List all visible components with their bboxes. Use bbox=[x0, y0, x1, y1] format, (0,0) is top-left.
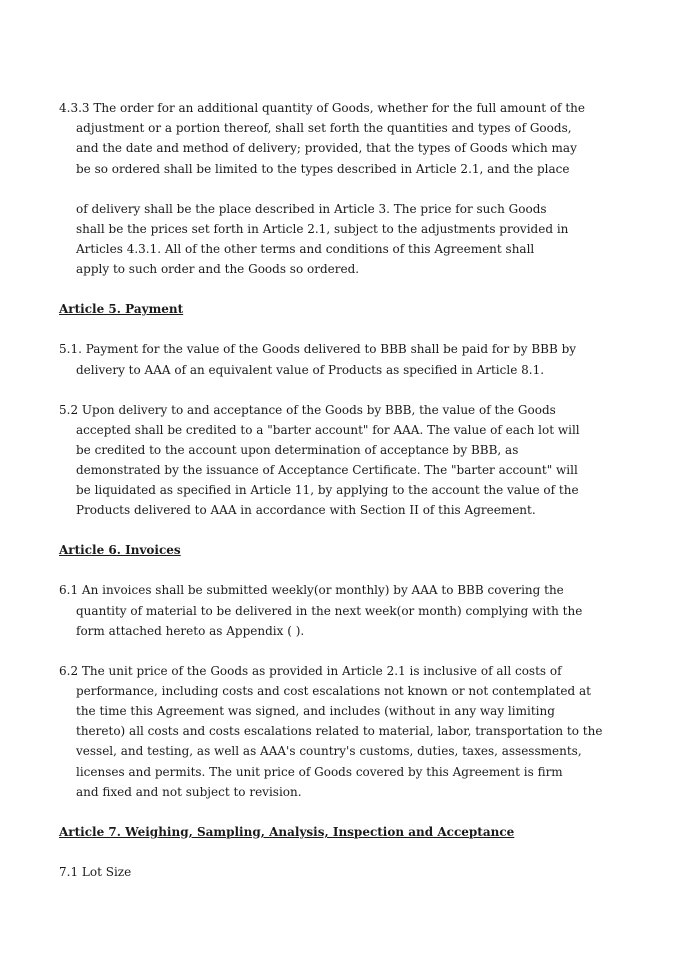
clause-5-2-line: 5.2 Upon delivery to and acceptance of the Goods by BBB, the value of the Goods bbox=[59, 403, 556, 417]
clause-5-2-line: demonstrated by the issuance of Acceptance Certificate. The "barter account" will bbox=[76, 463, 578, 477]
clause-5-2-line: Products delivered to AAA in accordance with Section II of this Agreement. bbox=[76, 503, 536, 517]
clause-6-2-line: licenses and permits. The unit price of Goods covered by this Agreement is firm bbox=[76, 765, 563, 779]
clause-4-3-3-line: be so ordered shall be limited to the types described in Article 2.1, and the place bbox=[76, 162, 570, 176]
clause-5-1-line: delivery to AAA of an equivalent value of Products as specified in Article 8.1. bbox=[76, 363, 545, 377]
clause-6-2-line: performance, including costs and cost escalations not known or not contemplated at bbox=[76, 684, 592, 698]
article-7-heading: Article 7. Weighing, Sampling, Analysis, Inspection and Acceptance bbox=[59, 825, 515, 839]
clause-6-2-line: vessel, and testing, as well as AAA's country's customs, duties, taxes, assessments, bbox=[76, 744, 582, 758]
article-5-heading: Article 5. Payment bbox=[59, 302, 184, 316]
clause-4-3-3-line: 4.3.3 The order for an additional quantity of Goods, whether for the full amount of the bbox=[59, 101, 585, 115]
clause-5-2-line: be liquidated as specified in Article 11, by applying to the account the value of the bbox=[76, 483, 579, 497]
clause-4-3-3-line: apply to such order and the Goods so ordered. bbox=[76, 262, 360, 276]
clause-6-2-line: thereto) all costs and costs escalations related to material, labor, transportation to the bbox=[76, 724, 603, 738]
clause-4-3-3-line: and the date and method of delivery; provided, that the types of Goods which may bbox=[76, 141, 577, 155]
clause-7-1-line: 7.1 Lot Size bbox=[59, 865, 132, 879]
clause-4-3-3-line: Articles 4.3.1. All of the other terms and conditions of this Agreement shall bbox=[76, 242, 535, 256]
clause-6-2-line: the time this Agreement was signed, and includes (without in any way limiting bbox=[76, 704, 555, 718]
article-6-heading: Article 6. Invoices bbox=[59, 543, 181, 557]
clause-6-1-line: quantity of material to be delivered in the next week(or month) complying with the bbox=[76, 604, 583, 618]
clause-4-3-3-line: adjustment or a portion thereof, shall set forth the quantities and types of Goods, bbox=[76, 121, 572, 135]
clause-6-2-line: and fixed and not subject to revision. bbox=[76, 785, 302, 799]
clause-5-2-line: accepted shall be credited to a "barter account" for AAA. The value of each lot will bbox=[76, 423, 580, 437]
clause-5-1-line: 5.1. Payment for the value of the Goods delivered to BBB shall be paid for by BBB by bbox=[59, 342, 577, 356]
clause-6-2-line: 6.2 The unit price of the Goods as provided in Article 2.1 is inclusive of all costs of bbox=[59, 664, 562, 678]
clause-5-2-line: be credited to the account upon determination of acceptance by BBB, as bbox=[76, 443, 519, 457]
clause-4-3-3-line: shall be the prices set forth in Article 2.1, subject to the adjustments provided in bbox=[76, 222, 569, 236]
clause-6-1-line: form attached hereto as Appendix ( ). bbox=[76, 624, 305, 638]
clause-4-3-3-line: of delivery shall be the place described in Article 3. The price for such Goods bbox=[76, 202, 547, 216]
clause-6-1-line: 6.1 An invoices shall be submitted weekly(or monthly) by AAA to BBB covering the bbox=[59, 583, 564, 597]
